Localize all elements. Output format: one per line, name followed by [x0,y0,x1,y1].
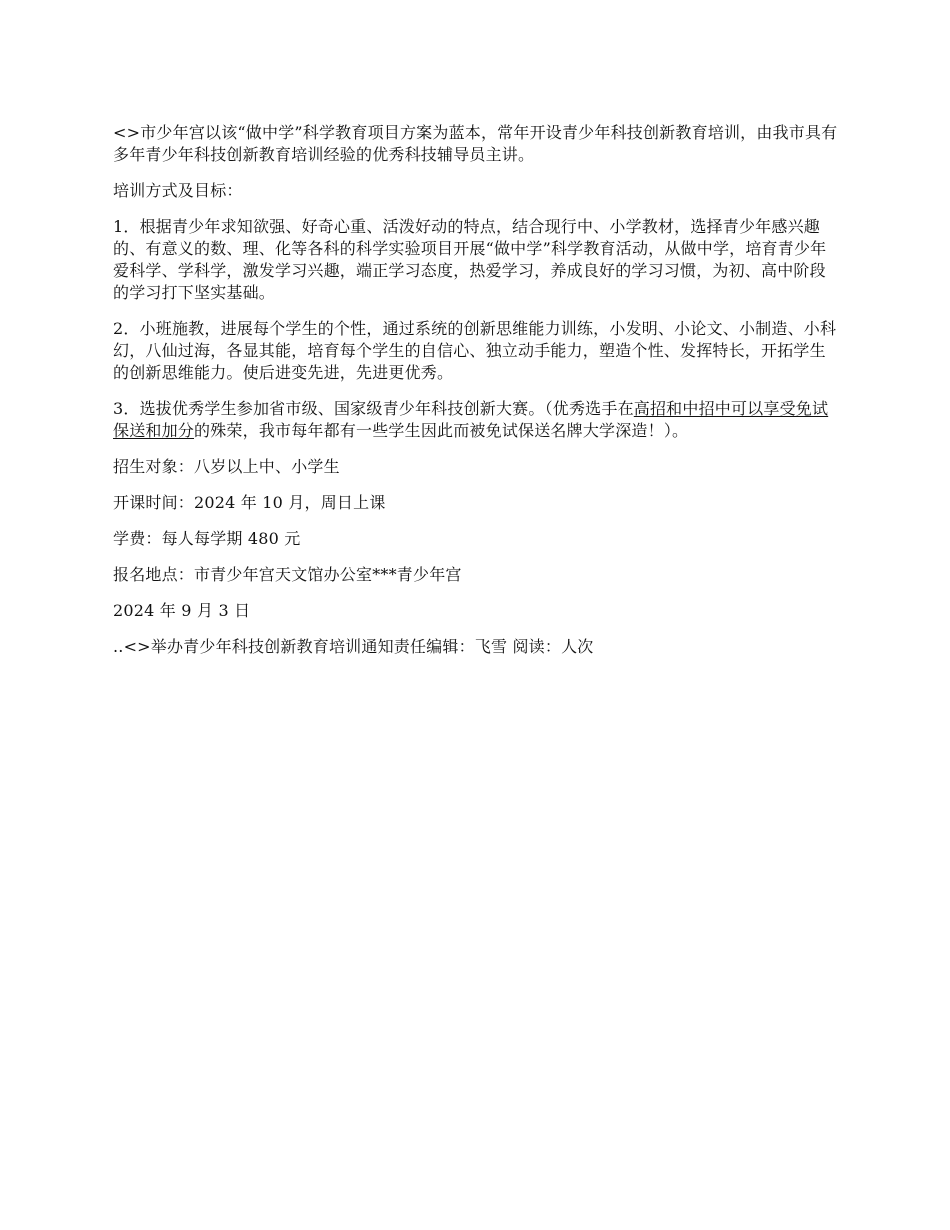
notice-date: 2024 年 9 月 3 日 [113,601,251,620]
item-3-text-after: 的殊荣，我市每年都有一些学生因此而被免试保送名牌大学深造！）。 [194,421,689,440]
item-3-text-before: 3．选拔优秀学生参加省市级、国家级青少年科技创新大赛。（优秀选手在 [113,399,634,418]
item-1-paragraph: 1．根据青少年求知欲强、好奇心重、活泼好动的特点，结合现行中、小学教材，选择青少年感兴趣的、有意义的数、理、化等各科的科学实验项目开展“做中学”科学教育活动，从做中学，培育青少年爱科学、学科学，激发学习兴趣，端正学习态度，热爱学习，养成良好的学习习惯，为初、高中阶段的学习打下坚实基础。 [113,217,827,302]
item-3-paragraph [113,398,840,442]
tuition-fee: 学费：每人每学期 480 元 [113,529,301,548]
method-heading: 培训方式及目标： [113,181,243,200]
intro-paragraph: <>市少年宫以该“做中学”科学教育项目方案为蓝本，常年开设青少年科技创新教育培训，由我市具有多年青少年科技创新教育培训经验的优秀科技辅导员主讲。 [113,123,838,164]
exemption-link[interactable]: 高招和中招中可以享受免试保送和加分 [113,399,829,440]
item-2-paragraph: 2．小班施教，进展每个学生的个性，通过系统的创新思维能力训练，小发明、小论文、小制造、小科幻，八仙过海，各显其能，培育每个学生的自信心、独立动手能力，塑造个性、发挥特长，开拓学生的创新思维能力。使后进变先进，先进更优秀。 [113,319,837,382]
enroll-target: 招生对象：八岁以上中、小学生 [113,457,340,476]
start-time: 开课时间：2024 年 10 月，周日上课 [113,493,386,512]
registration-location: 报名地点：市青少年宫天文馆办公室***青少年宫 [113,565,462,584]
footer-line: ..<>举办青少年科技创新教育培训通知责任编辑：飞雪 阅读：人次 [113,637,594,656]
